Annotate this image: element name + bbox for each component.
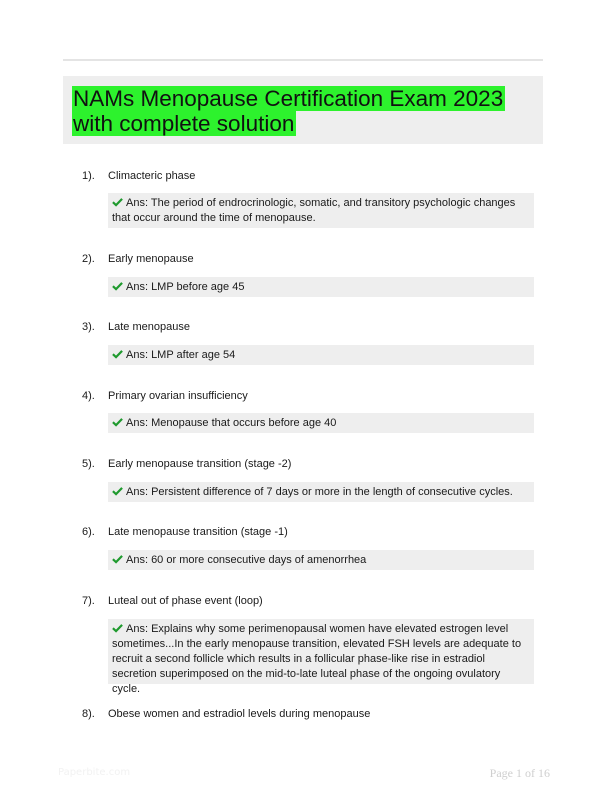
question-number: 8). — [82, 708, 95, 720]
question-number: 5). — [82, 458, 95, 470]
question-number: 7). — [82, 595, 95, 607]
answer-text: Ans: Menopause that occurs before age 40 — [126, 417, 337, 429]
check-icon — [112, 623, 123, 633]
question-number: 1). — [82, 170, 95, 182]
top-divider — [63, 59, 543, 61]
page-title: NAMs Menopause Certification Exam 2023 with complete solution — [73, 86, 504, 136]
answer-text: Ans: LMP after age 54 — [126, 349, 236, 361]
answer-box-2 — [108, 277, 534, 297]
question-text: Primary ovarian insufficiency — [108, 390, 248, 402]
answer-box-4 — [108, 413, 534, 433]
page-number: Page 1 of 16 — [489, 766, 550, 780]
question-text: Early menopause — [108, 253, 194, 265]
answer-text: Ans: 60 or more consecutive days of amenorrhea — [126, 554, 367, 566]
check-icon — [112, 486, 123, 496]
check-icon — [112, 281, 123, 291]
answer-text: Ans: The period of endrocrinologic, somatic, and transitory psychologic changes that occur around the time of menopause. — [112, 197, 516, 224]
question-text: Luteal out of phase event (loop) — [108, 595, 263, 607]
question-text: Early menopause transition (stage -2) — [108, 458, 292, 470]
answer-text: Ans: LMP before age 45 — [126, 281, 245, 293]
question-text: Climacteric phase — [108, 170, 196, 182]
check-icon — [112, 554, 123, 564]
question-number: 4). — [82, 390, 95, 402]
answer-box-1 — [108, 193, 534, 228]
question-text: Obese women and estradiol levels during menopause — [108, 708, 371, 720]
title-box — [63, 76, 543, 144]
footer-watermark: Paperbite.com — [58, 767, 131, 778]
answer-text: Ans: Explains why some perimenopausal women have elevated estrogen level sometimes...In the early menopause transition, elevated FSH levels are adequate to recruit a second follicle which results in a follicular phase-like rise in estradiol secretion superimposed on the mid-to-late luteal phase of the ongoing ovulatory cycle. — [112, 623, 522, 695]
question-number: 6). — [82, 526, 95, 538]
answer-box-6 — [108, 550, 534, 570]
answer-box-5 — [108, 482, 534, 502]
question-number: 3). — [82, 321, 95, 333]
question-text: Late menopause — [108, 321, 190, 333]
question-text: Late menopause transition (stage -1) — [108, 526, 288, 538]
answer-box-3 — [108, 345, 534, 365]
answer-text: Ans: Persistent difference of 7 days or more in the length of consecutive cycles. — [126, 486, 513, 498]
question-number: 2). — [82, 253, 95, 265]
check-icon — [112, 417, 123, 427]
answer-box-7 — [108, 619, 534, 695]
check-icon — [112, 349, 123, 359]
check-icon — [112, 197, 123, 207]
